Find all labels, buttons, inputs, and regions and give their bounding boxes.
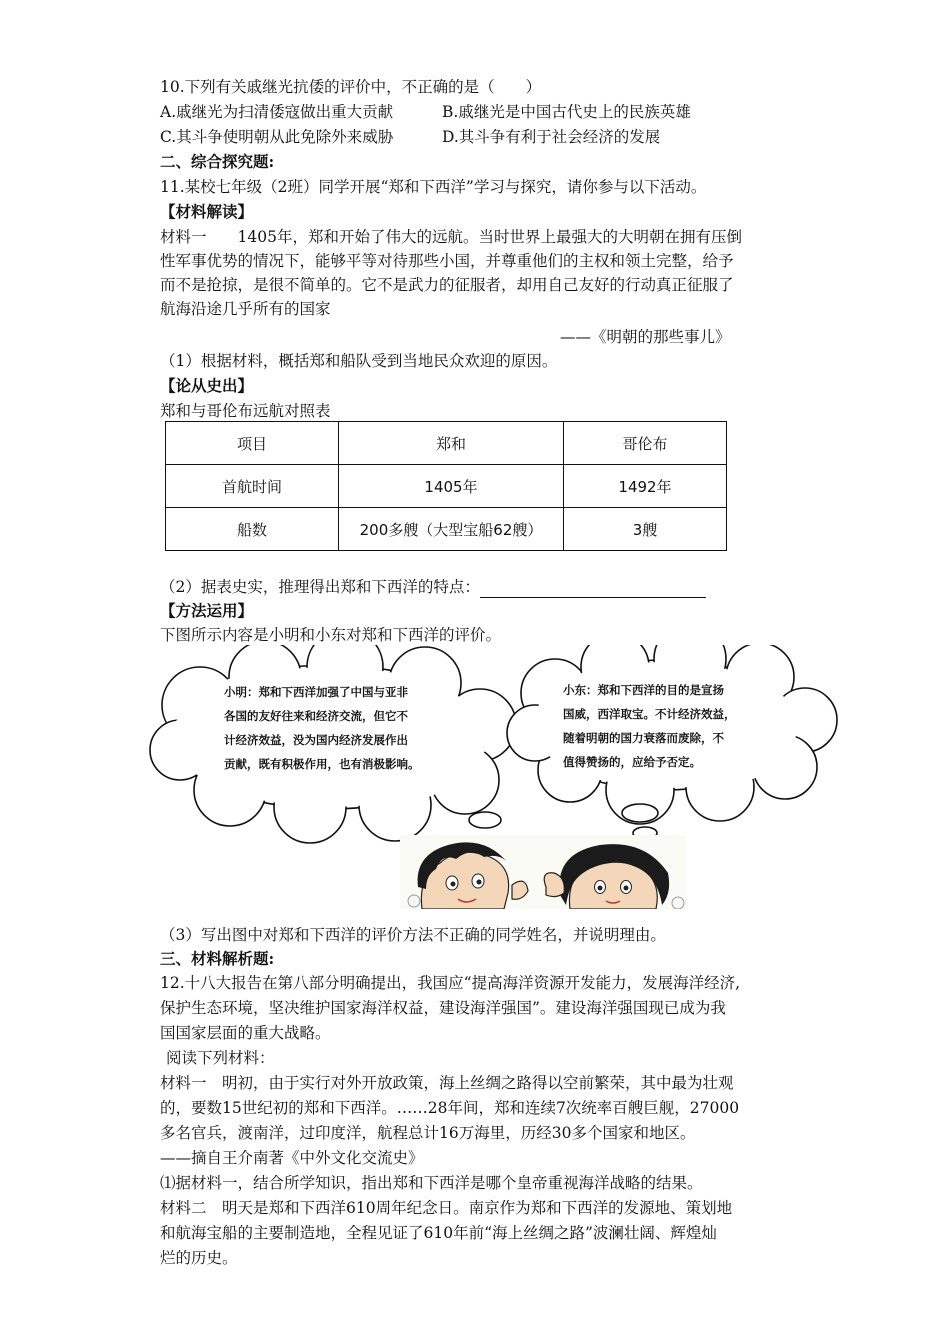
read-prompt: 阅读下列材料： bbox=[166, 1049, 275, 1067]
xiaoming-comment bbox=[224, 680, 420, 776]
q10-option-a[interactable]: A.戚继光为扫清倭寇做出重大贡献 bbox=[160, 103, 394, 121]
xiaodong-line: 国威，西洋取宝。不计经济效益， bbox=[563, 707, 736, 721]
xiaodong-line: 随着明朝的国力衰落而废除，不 bbox=[563, 731, 724, 745]
children-illustration bbox=[400, 835, 686, 909]
material1-source: ——《明朝的那些事儿》 bbox=[560, 328, 731, 346]
table-cell: 首航时间 bbox=[166, 465, 339, 508]
material1-line: 航海沿途几乎所有的国家 bbox=[160, 300, 331, 318]
table-header-cell: 哥伦布 bbox=[564, 422, 727, 465]
lun-heading: 【论从史出】 bbox=[160, 376, 254, 395]
q10-option-c[interactable]: C.其斗争使明朝从此免除外来威胁 bbox=[160, 128, 394, 146]
q11-sub2 bbox=[160, 576, 706, 598]
answer-blank[interactable] bbox=[480, 581, 706, 598]
xiaodong-comment bbox=[563, 678, 736, 774]
material1-line: 性军事优势的情况下，能够平等对待那些小国，并尊重他们的主权和领土完整，给予 bbox=[160, 252, 734, 270]
xiaodong-line: 值得赞扬的，应给予否定。 bbox=[563, 755, 701, 769]
q12-line: 国国家层面的重大战略。 bbox=[160, 1024, 331, 1042]
table-cell: 1405年 bbox=[339, 465, 564, 508]
table-caption: 郑和与哥伦布远航对照表 bbox=[160, 402, 331, 420]
q11-sub2-text: （2）据表史实，推理得出郑和下西洋的特点： bbox=[160, 578, 480, 596]
table-row bbox=[166, 465, 727, 508]
material-heading: 【材料解读】 bbox=[160, 202, 254, 221]
table-cell: 船数 bbox=[166, 508, 339, 551]
q12-material2-line: 和航海宝船的主要制造地，全程见证了610年前“海上丝绸之路”波澜壮阔、辉煌灿 bbox=[160, 1224, 717, 1242]
method-heading: 【方法运用】 bbox=[160, 601, 254, 620]
q11-sub3: （3）写出图中对郑和下西洋的评价方法不正确的同学姓名，并说明理由。 bbox=[160, 926, 666, 944]
xiaodong-line: 小东：郑和下西洋的目的是宣扬 bbox=[563, 683, 724, 697]
table-header-cell: 项目 bbox=[166, 422, 339, 465]
q12-sub1: ⑴据材料一，结合所学知识，指出郑和下西洋是哪个皇帝重视海洋战略的结果。 bbox=[160, 1174, 703, 1192]
table-cell: 200多艘（大型宝船62艘） bbox=[339, 508, 564, 551]
q10-option-b[interactable]: B.戚继光是中国古代史上的民族英雄 bbox=[442, 103, 691, 121]
material1-line: 材料一 1405年，郑和开始了伟大的远航。当时世界上最强大的大明朝在拥有压倒 bbox=[160, 228, 742, 246]
table-header-row bbox=[166, 422, 727, 465]
q12-material2-line: 烂的历史。 bbox=[160, 1249, 238, 1267]
q12-material2-line: 材料二 明天是郑和下西洋610周年纪念日。南京作为郑和下西洋的发源地、策划地 bbox=[160, 1199, 733, 1217]
method-intro: 下图所示内容是小明和小东对郑和下西洋的评价。 bbox=[160, 626, 502, 644]
xiaoming-line: 计经济效益，没为国内经济发展作出 bbox=[224, 733, 408, 747]
table-header-cell: 郑和 bbox=[339, 422, 564, 465]
children-drawing bbox=[400, 835, 686, 909]
q10-stem: 10.下列有关戚继光抗倭的评价中，不正确的是（ ） bbox=[160, 78, 542, 96]
q12-material1-line: 材料一 明初，由于实行对外开放政策，海上丝绸之路得以空前繁荣，其中最为壮观 bbox=[160, 1074, 734, 1092]
q12-material1-line: 的，要数15世纪初的郑和下西洋。……28年间，郑和连续7次统率百艘巨舰，27000 bbox=[160, 1099, 740, 1117]
xiaoming-line: 小明：郑和下西洋加强了中国与亚非 bbox=[224, 685, 408, 699]
boy-figure bbox=[408, 842, 528, 909]
q12-line: 12.十八大报告在第八部分明确提出，我国应“提高海洋资源开发能力，发展海洋经济, bbox=[160, 974, 741, 992]
q12-line: 保护生态环境，坚决维护国家海洋权益，建设海洋强国”。建设海洋强国现已成为我 bbox=[160, 999, 726, 1017]
speech-clouds-illustration bbox=[0, 645, 950, 845]
section3-heading: 三、材料解析题: bbox=[160, 949, 275, 968]
material1-line: 而不是抢掠，是很不简单的。它不是武力的征服者，却用自己友好的行动真正征服了 bbox=[160, 276, 734, 294]
table-row bbox=[166, 508, 727, 551]
xiaoming-line: 各国的友好往来和经济交流，但它不 bbox=[224, 709, 408, 723]
section2-heading: 二、综合探究题: bbox=[160, 152, 275, 171]
table-cell: 3艘 bbox=[564, 508, 727, 551]
q11-sub1: （1）根据材料，概括郑和船队受到当地民众欢迎的原因。 bbox=[160, 352, 558, 370]
xiaoming-line: 贡献，既有积极作用，也有消极影响。 bbox=[224, 757, 420, 771]
q12-material1-source: ——摘自王介南著《中外文化交流史》 bbox=[160, 1149, 424, 1167]
table-cell: 1492年 bbox=[564, 465, 727, 508]
q12-material1-line: 多名官兵，渡南洋，过印度洋，航程总计16万海里，历经30多个国家和地区。 bbox=[160, 1124, 696, 1142]
comparison-table bbox=[165, 421, 727, 551]
q10-option-d[interactable]: D.其斗争有利于社会经济的发展 bbox=[442, 128, 661, 146]
girl-figure bbox=[544, 844, 684, 909]
q11-stem: 11.某校七年级（2班）同学开展“郑和下西洋”学习与探究，请你参与以下活动。 bbox=[160, 178, 707, 196]
